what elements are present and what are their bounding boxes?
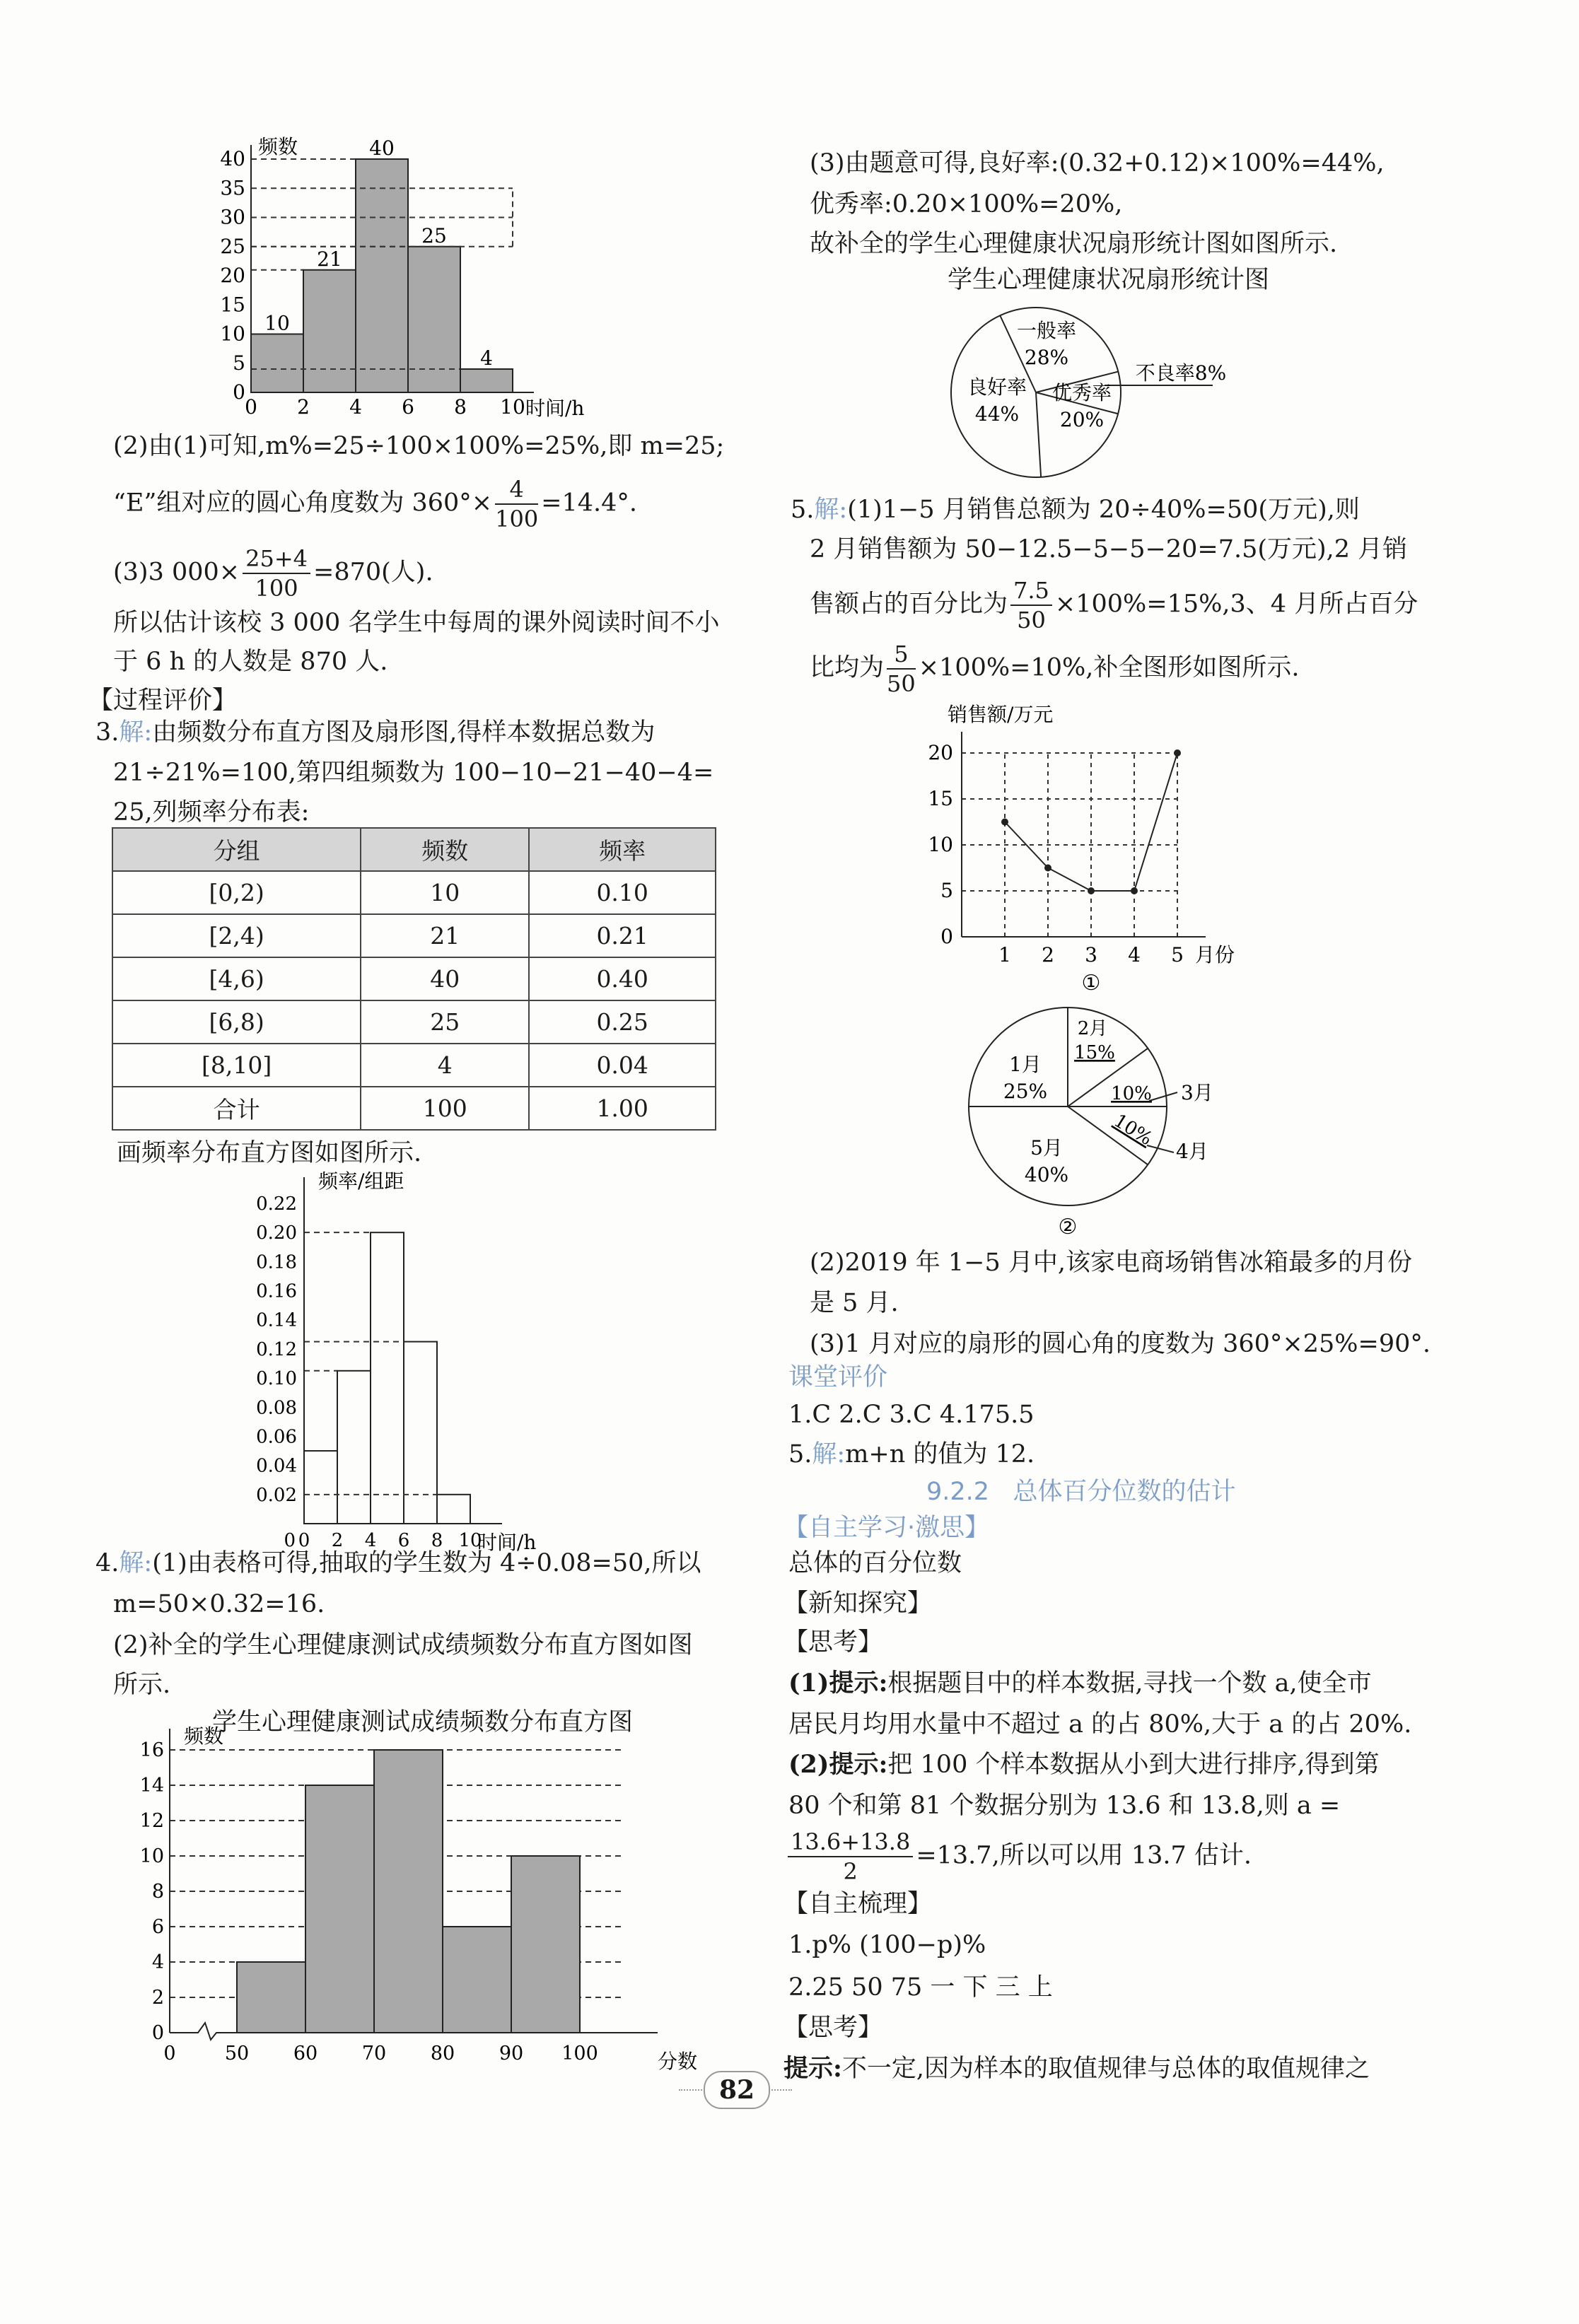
y-tick-label: 0.06 [256,1426,297,1448]
question-4-line-3: (2)补全的学生心理健康测试成绩频数分布直方图如图 [113,1631,693,1659]
bar [356,159,408,392]
y-axis-label: 销售额/万元 [948,703,1054,726]
question-4-line-2: m=50×0.32=16. [113,1590,325,1618]
page-number-badge [679,2068,792,2110]
y-tick-label: 8 [151,1881,164,1903]
question-4-line-4: 所示. [113,1671,171,1699]
q5-part3: (3)1 月对应的扇形的圆心角的度数为 360°×25%=90°. [810,1330,1431,1358]
x-tick-label: 70 [361,2043,387,2065]
leader-line [1147,1145,1174,1152]
histogram-time-frequency [205,135,601,420]
data-point [1174,749,1181,757]
think-heading: 【思考】 [783,1628,883,1657]
question-5-line-4: 比均为 $\frac{5}{50}$ ×100%=10%,补全图形如图所示. [810,641,1300,697]
bar [251,334,303,393]
data-label: 21 [317,247,342,271]
r3-line-2: 优秀率:0.20×100%=20%, [810,190,1123,218]
pie-label: 一般率 [1016,319,1077,342]
x-tick-label: 4 [349,395,362,419]
bar [404,1342,437,1524]
self-study-heading: 【自主学习·激思】 [783,1514,990,1542]
histogram-relative-frequency [251,1167,583,1554]
x-tick-label: 10 [500,395,525,419]
table-row: 合计 100 1.00 [112,1087,716,1130]
bar [437,1495,470,1524]
data-label: 4 [480,346,493,370]
x-tick-label: 4 [1128,943,1141,967]
pie-label: 5月 [1030,1136,1063,1160]
think-2-line-3: $\frac{13.6+13.8}{2}$ =13.7,所以可以用 13.7 估计. [785,1828,1252,1886]
pie-label: 1月 [1009,1053,1042,1076]
histogram-caption-text: 画频率分布直方图如图所示. [117,1139,422,1167]
bar [408,247,460,392]
question-3-line-1: 3.解:由频数分布直方图及扇形图,得样本数据总数为 [95,718,656,747]
y-tick-label: 35 [220,176,245,200]
x-tick-label: 2 [1042,943,1054,967]
x-tick-label: 6 [402,395,414,419]
new-knowledge-heading: 【新知探究】 [783,1589,933,1618]
pie-label: 4月 [1176,1140,1208,1163]
pie-label: 2月 [1077,1018,1108,1039]
class-eval-heading: 课堂评价 [788,1363,888,1391]
data-point [1044,865,1051,872]
question-5-line-2: 2 月销售额为 50−12.5−5−5−20=7.5(万元),2 月销 [810,535,1408,564]
y-tick-label: 0.14 [256,1309,297,1331]
sort-line-1: 1.p% (100−p)% [788,1931,986,1959]
data-label: 10 [264,311,290,335]
data-point [1088,887,1095,894]
pie-label: 3月 [1181,1081,1213,1104]
x-tick-label: 90 [499,2043,524,2065]
answer-3-line-3: 于 6 h 的人数是 870 人. [113,648,388,676]
x-axis-label: 分数 [658,2050,698,2073]
bar [337,1371,371,1524]
pie-label: 20% [1059,408,1105,431]
table-row: [4,6) 40 0.40 [112,957,716,1000]
sort-line-2: 2.25 50 75 一 下 三 上 [788,1973,1053,2002]
histogram-score-title: 学生心理健康测试成绩频数分布直方图 [212,1708,634,1736]
y-tick-label: 16 [139,1739,164,1761]
pie-label: 10% [1109,1110,1156,1150]
x-tick-label: 0 [298,1530,310,1551]
y-tick-label: 5 [233,351,245,375]
question-3-line-2: 21÷21%=100,第四组频数为 100−10−21−40−4= [113,759,714,787]
section-process-eval: 【过程评价】 [88,687,238,715]
y-tick-label: 10 [139,1845,164,1867]
y-tick-label: 0.18 [256,1251,297,1273]
histogram-score-frequency [139,1724,698,2082]
y-tick-label: 0.20 [256,1222,297,1244]
concept-line: 总体的百分位数 [788,1549,962,1577]
data-label: 40 [369,136,395,160]
y-tick-label: 15 [928,787,953,810]
r3-line-3: 故补全的学生心理健康状况扇形统计图如图所示. [810,230,1338,258]
data-point [1131,887,1138,894]
pie-health-status [948,300,1273,491]
pie-label: 15% [1074,1042,1115,1063]
answer-2-line-2: “E”组对应的圆心角度数为 360°× $\frac{4}{100}$ =14.4°. [113,476,638,532]
answer-3-line-1: (3)3 000× $\frac{25+4}{100}$ =870(人). [113,545,433,602]
x-tick-label: 50 [224,2043,250,2065]
line-sales-chart [919,700,1287,997]
x-tick-label: 3 [1085,943,1097,967]
y-axis-label: 频率/组距 [318,1169,404,1193]
y-axis-label: 频数 [184,1724,224,1748]
y-axis-label: 频数 [258,135,298,158]
y-tick-label: 0.12 [256,1338,297,1360]
bar [303,270,356,392]
question-5-line-3: 售额占的百分比为 $\frac{7.5}{50}$ ×100%=15%,3、4 月所占百分 [810,577,1418,633]
y-tick-label: 6 [151,1916,164,1938]
q5-part2-line-1: (2)2019 年 1−5 月中,该家电商场销售冰箱最多的月份 [810,1249,1413,1277]
y-tick-label: 0.02 [256,1484,297,1506]
pie-label: 40% [1024,1163,1069,1186]
question-3-line-3: 25,列频率分布表: [113,798,310,827]
table-row: [8,10] 4 0.04 [112,1044,716,1087]
y-tick-label: 20 [928,741,953,764]
x-tick-label: 2 [297,395,310,419]
hint-line: 提示:不一定,因为样本的取值规律与总体的取值规律之 [783,2054,1370,2083]
class-eval-answer-5: 5.解:m+n 的值为 12. [788,1440,1035,1468]
pie-label: 良好率 [967,375,1027,399]
origin-label: 0 [284,1530,296,1551]
bar [460,369,513,392]
x-tick-label: 2 [331,1530,344,1551]
x-tick-label: 6 [397,1530,410,1551]
x-tick-label: 10 [458,1530,482,1551]
pie-monthly-share [969,1000,1266,1244]
pie-label: 优秀率 [1051,381,1112,404]
q5-part2-line-2: 是 5 月. [810,1289,899,1317]
x-axis-label: 时间/h [525,397,585,420]
page-number: 82 [704,2071,770,2109]
y-tick-label: 14 [139,1775,164,1797]
x-tick-label: 5 [1171,943,1184,967]
table-header: 分组 [112,828,361,871]
x-tick-label: 4 [364,1530,377,1551]
data-label: 25 [421,223,447,247]
pie-label: 不良率8% [1135,361,1227,385]
bar [511,1856,580,2033]
section-title: 9.2.2 总体百分位数的估计 [926,1478,1236,1506]
y-tick-label: 4 [151,1951,164,1973]
y-tick-label: 20 [220,264,245,287]
bar [304,1451,337,1524]
think-2-heading: 【思考】 [783,2014,883,2042]
y-tick-label: 0.08 [256,1397,297,1419]
bar [237,1962,305,2033]
y-tick-label: 2 [151,1987,164,2009]
pie-slice-edge [1036,392,1041,477]
table-header: 频数 [361,828,529,871]
x-tick-label: 8 [454,395,467,419]
pie-label: 28% [1024,346,1069,369]
y-tick-label: 40 [220,147,245,170]
think-2-line-2: 80 个和第 81 个数据分别为 13.6 和 13.8,则 a = [788,1792,1341,1820]
y-tick-label: 30 [220,205,245,229]
answer-2-line-1: (2)由(1)可知,m%=25÷100×100%=25%,即 m=25; [113,432,725,460]
question-5-line-1: 5.解:(1)1−5 月销售总额为 20÷40%=50(万元),则 [791,496,1360,524]
self-sort-heading: 【自主梳理】 [783,1890,933,1918]
think-2-line-1: (2)提示:把 100 个样本数据从小到大进行排序,得到第 [788,1750,1380,1779]
class-eval-answers: 1.C 2.C 3.C 4.175.5 [788,1401,1035,1429]
bar [305,1785,374,2033]
table-row: [2,4) 21 0.21 [112,914,716,957]
x-tick-label: 0 [163,2043,176,2065]
x-axis-label: 月份 [1195,943,1235,967]
y-tick-label: 0.16 [256,1280,297,1302]
y-tick-label: 10 [928,833,953,856]
x-tick-label: 60 [293,2043,318,2065]
pie-label: 10% [1111,1083,1152,1104]
chart-caption: ① [1081,971,1101,995]
y-tick-label: 5 [940,879,953,902]
y-tick-label: 25 [220,234,245,258]
leader-line [1149,1092,1177,1101]
x-tick-label: 0 [245,395,257,419]
y-tick-label: 10 [220,322,245,346]
frequency-table [112,827,716,1131]
r3-line-1: (3)由题意可得,良好率:(0.32+0.12)×100%=44%, [810,149,1385,177]
y-tick-label: 0.10 [256,1368,297,1390]
y-tick-label: 0.04 [256,1455,297,1477]
y-tick-label: 0.22 [256,1193,297,1215]
bar [374,1750,443,2033]
y-tick-label: 0 [151,2022,164,2044]
x-axis-label: 时间/h [477,1531,537,1554]
x-tick-label: 8 [431,1530,443,1551]
data-point [1001,819,1008,826]
pie-label: 44% [974,402,1020,426]
think-1-line-2: 居民月均用水量中不超过 a 的占 80%,大于 a 的占 20%. [788,1710,1412,1739]
x-tick-label: 100 [561,2043,598,2065]
x-tick-label: 1 [998,943,1011,967]
pie-label: 25% [1003,1080,1048,1103]
question-4-line-1: 4.解:(1)由表格可得,抽取的学生数为 4÷0.08=50,所以 [95,1549,701,1577]
y-tick-label: 15 [220,293,245,317]
chart-caption: ② [1058,1215,1078,1239]
bar [443,1927,511,2033]
table-header: 频率 [529,828,716,871]
pie-health-title: 学生心理健康状况扇形统计图 [948,266,1270,294]
y-tick-label: 0 [940,925,953,948]
y-tick-label: 0 [233,380,245,404]
table-row: [0,2) 10 0.10 [112,871,716,914]
table-row: [6,8) 25 0.25 [112,1000,716,1044]
bar [371,1232,404,1524]
y-tick-label: 12 [139,1810,164,1832]
think-1-line-1: (1)提示:根据题目中的样本数据,寻找一个数 a,使全市 [788,1669,1372,1698]
x-tick-label: 80 [430,2043,455,2065]
answer-3-line-2: 所以估计该校 3 000 名学生中每周的课外阅读时间不小 [113,609,720,637]
